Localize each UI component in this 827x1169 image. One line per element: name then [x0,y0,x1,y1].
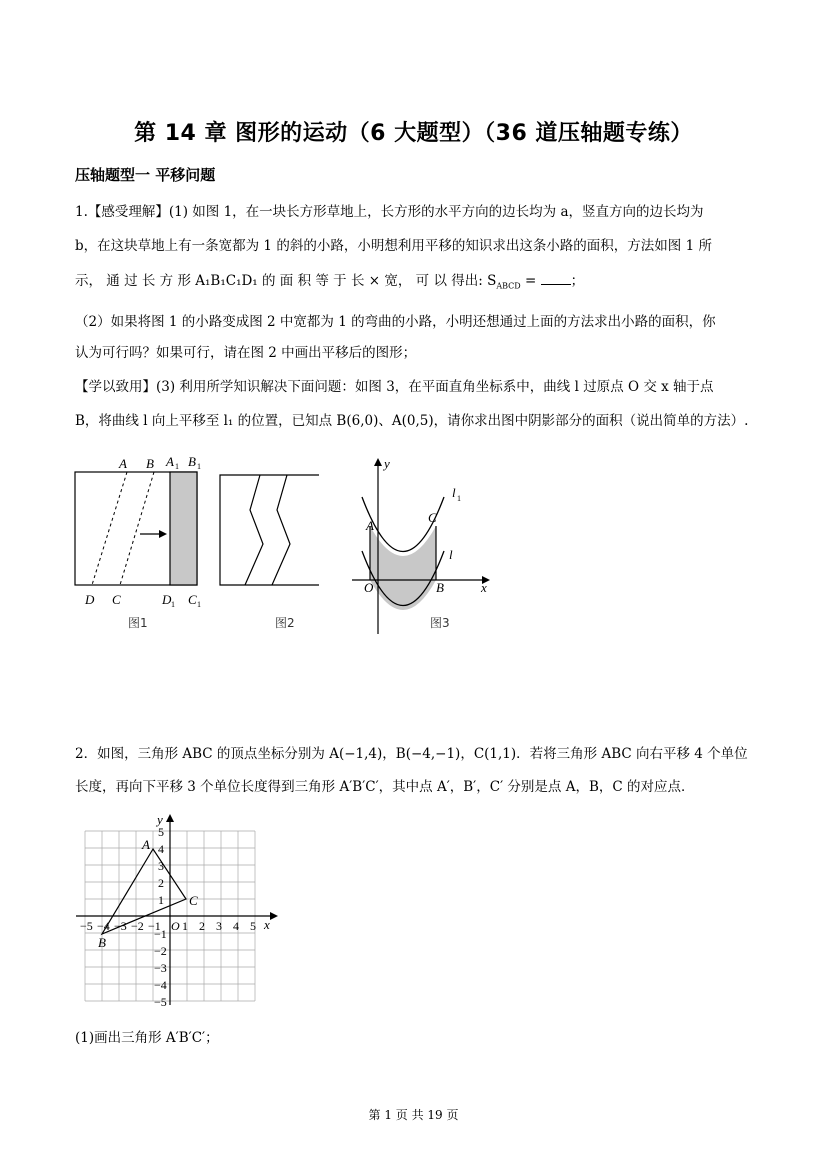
x-tick-label: −2 [131,919,144,933]
y-tick-label: −4 [154,978,167,992]
fig1-arrow-head [159,530,167,538]
grid-label-c: C [189,893,198,908]
fig3-label-a: A [366,518,374,533]
fig1-dashed-bc [120,472,154,585]
y-tick-label: −5 [154,995,167,1007]
q1-line1: 1.【感受理解】(1) 如图 1，在一块长方形草地上，长方形的水平方向的边长均为 a，竖直方向的边长均为 [75,204,704,220]
q1-line4: （2）如果将图 1 的小路变成图 2 中宽都为 1 的弯曲的小路，小明还想通过上面的方法求出小路的面积，你 [75,314,716,330]
y-tick-label: 3 [158,859,164,873]
fig3-label-b: B [436,580,444,595]
grid-label-x: x [264,917,270,932]
fig3-label-l: l [449,547,453,562]
fig3-label-x: x [481,580,487,595]
y-tick-label: −3 [154,961,167,975]
fig1-label-c1: C [188,592,197,607]
q1-line3-tail: ； [570,273,585,289]
x-tick-label: 2 [199,919,205,933]
answer-blank[interactable] [541,284,571,285]
fig3-shaded-region [370,526,436,610]
fig1-label-c: C [112,592,121,607]
fig2-caption: 图2 [275,616,295,630]
q1-line3-text: 示， 通 过 长 方 形 A₁B₁C₁D₁ 的 面 积 等 于 长 × 宽， 可 以 得出: S [75,273,497,289]
fig1-dashed-ad [92,472,127,585]
y-tick-label: −1 [154,927,167,941]
y-tick-label: 2 [158,876,164,890]
fig2-path-left [245,475,263,585]
fig3-label-l1-sub: 1 [457,494,461,503]
q1-line5: 认为可行吗？如果可行，请在图 2 中画出平移后的图形； [75,345,417,361]
q2-sub1: (1)画出三角形 A′B′C′； [75,1030,219,1046]
fig1-shaded-path [170,472,197,585]
q1-line3 [75,273,755,295]
fig3-label-o: O [364,580,374,595]
q2-line1: 2．如图，三角形 ABC 的顶点坐标分别为 A(−1,4)，B(−4,−1)，C(1,1)．若将三角形 ABC 向右平移 4 个单位 [75,746,748,762]
figure-1 [70,452,210,637]
x-tick-label: 5 [250,919,256,933]
figure-3 [348,452,498,637]
fig2-path-right [272,475,290,585]
x-tick-label: −1 [148,919,161,933]
fig1-label-c1-sub: 1 [197,600,201,609]
x-tick-label: 4 [233,919,239,933]
y-tick-label: −2 [154,944,167,958]
grid-label-y: y [157,812,163,827]
x-tick-label: −3 [114,919,127,933]
q1-line3-sub: ABCD [496,281,521,291]
section-heading: 压轴题型一 平移问题 [75,166,216,184]
x-tick-label: 3 [216,919,222,933]
page-footer: 第 1 页 共 19 页 [368,1108,459,1122]
coordinate-grid [72,812,282,1007]
fig3-y-arrow [374,458,382,466]
x-tick-label: −5 [80,919,93,933]
grid-y-arrow [166,814,174,822]
fig1-label-a: A [119,456,127,471]
fig1-label-d: D [85,592,95,607]
fig1-label-b: B [146,456,154,471]
q1-line3-eq: = [520,273,541,289]
fig1-label-b1: B [188,454,196,469]
x-tick-label: O [171,919,180,933]
fig3-label-c: C [428,510,437,525]
y-tick-label: 1 [158,893,164,907]
x-tick-labels [80,919,256,933]
q2-line2: 长度，再向下平移 3 个单位长度得到三角形 A′B′C′，其中点 A′，B′，C′ 分别是点 A，B，C 的对应点． [75,779,695,795]
page-title: 第 14 章 图形的运动（6 大题型）（36 道压轴题专练） [134,121,693,146]
grid-label-b: B [98,935,106,950]
fig1-label-d1-sub: 1 [171,600,175,609]
fig3-caption: 图3 [430,616,450,630]
fig3-label-y: y [384,456,390,471]
fig2-frame [220,475,319,585]
fig1-label-d1: D [162,592,172,607]
y-tick-label: 5 [158,825,164,839]
fig3-label-l1: l [452,485,456,500]
q1-line6: 【学以致用】(3) 利用所学知识解决下面问题：如图 3，在平面直角坐标系中，曲线 l 过原点 O 交 x 轴于点 [75,379,714,395]
fig1-label-a1: A [166,454,174,469]
x-tick-label: 1 [182,919,188,933]
fig1-label-b1-sub: 1 [197,462,201,471]
grid-label-a: A [142,837,150,852]
y-tick-label: 4 [158,842,164,856]
q1-line7: B，将曲线 l 向上平移至 l₁ 的位置，已知点 B(6,0)、A(0,5)，请你求出图中阴影部分的面积（说出简单的方法）. [75,413,749,429]
fig1-caption: 图1 [128,616,148,630]
fig1-label-a1-sub: 1 [175,462,179,471]
figure-2 [215,452,325,637]
q1-line2: b，在这块草地上有一条宽都为 1 的斜的小路，小明想利用平移的知识求出这条小路的面积，方法如图 1 所 [75,238,712,254]
x-tick-label: −4 [97,919,110,933]
grid-x-arrow [270,912,278,920]
